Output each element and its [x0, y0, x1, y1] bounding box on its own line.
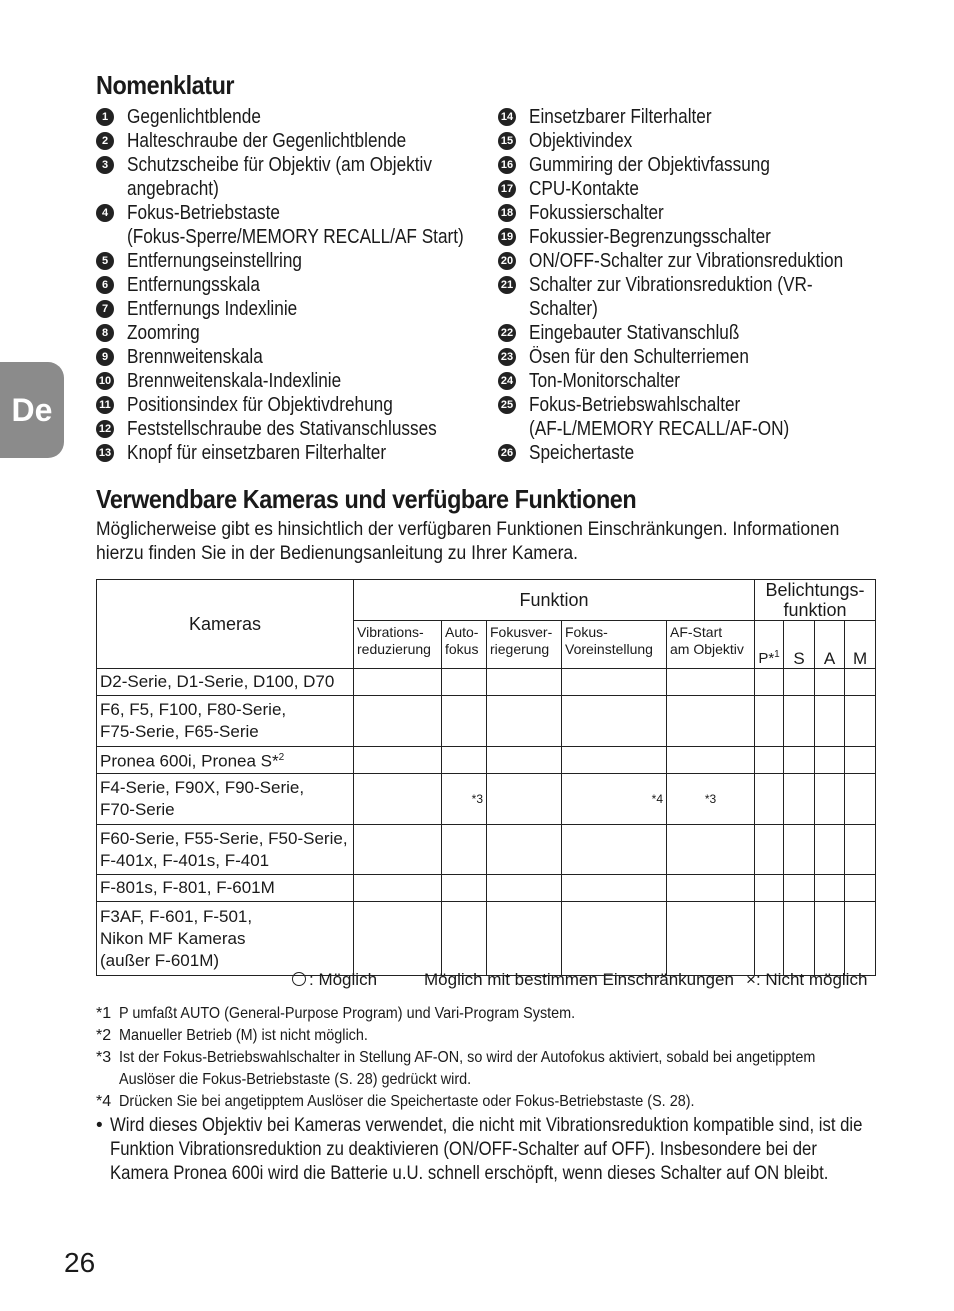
item-number: 26 — [498, 444, 516, 462]
camera-name: F-801s, F-801, F-601M — [97, 875, 354, 902]
table-row — [97, 669, 876, 696]
list-item: 17 CPU-Kontakte — [498, 177, 868, 201]
list-item: 9 Brennweitenskala — [96, 345, 491, 369]
footnote-mark: *3 — [667, 774, 755, 825]
item-number: 5 — [96, 252, 114, 270]
item-number: 12 — [96, 420, 114, 438]
header-autofocus: Auto- fokus — [442, 621, 487, 669]
item-number: 2 — [96, 132, 114, 150]
header-af-start: AF-Start am Objektiv — [667, 621, 755, 669]
nomenclature-title: Nomenklatur — [96, 70, 235, 100]
list-item: 4 Fokus-Betriebstaste (Fokus-Sperre/MEMORY RECALL/AF Start) — [96, 201, 491, 249]
header-focus-preset: Fokus- Voreinstellung — [562, 621, 667, 669]
cross-icon: × — [746, 970, 756, 989]
cameras-intro-text: Möglicherweise gibt es hinsichtlich der verfügbaren Funktionen Einschränkungen. Informationen hierzu finden Sie in der Bedienungsanleitung zu Ihrer Kamera. — [96, 519, 840, 564]
legend-not-possible: ×: Nicht möglich — [746, 970, 868, 989]
camera-name: F4-Serie, F90X, F90-Serie, F70-Serie — [97, 774, 354, 825]
footnote-mark: *3 — [442, 774, 487, 825]
list-item: 23 Ösen für den Schulterriemen — [498, 345, 868, 369]
table-row — [97, 774, 876, 825]
list-item: 19 Fokussier-Begrenzungsschalter — [498, 225, 868, 249]
page-number: 26 — [64, 1247, 96, 1278]
list-item: 10 Brennweitenskala-Indexlinie — [96, 369, 491, 393]
bullet-icon: • — [96, 1115, 103, 1136]
item-number: 3 — [96, 156, 114, 174]
list-item: 6 Entfernungsskala — [96, 273, 491, 297]
footnote-mark: *4 — [562, 774, 667, 825]
list-item: 22 Eingebauter Stativanschluß — [498, 321, 868, 345]
nomenclature-list-left — [96, 105, 491, 465]
nomenclature-list-right — [498, 105, 868, 465]
list-item: 24 Ton-Monitorschalter — [498, 369, 868, 393]
header-mode-p: P*$^1$ — [755, 621, 784, 669]
item-number: 23 — [498, 348, 516, 366]
list-item: 5 Entfernungseinstellring — [96, 249, 491, 273]
footnotes — [96, 1003, 876, 1113]
item-number: 20 — [498, 252, 516, 270]
camera-compatibility-table — [96, 579, 876, 976]
table-row — [97, 902, 876, 976]
list-item: 11 Positionsindex für Objektivdrehung — [96, 393, 491, 417]
item-number: 10 — [96, 372, 114, 390]
header-cameras: Kameras — [97, 580, 354, 669]
list-item: 21 Schalter zur Vibrationsreduktion (VR- Schalter) — [498, 273, 868, 321]
item-number: 16 — [498, 156, 516, 174]
list-item: 16 Gummiring der Objektivfassung — [498, 153, 868, 177]
list-item: 25 Fokus-Betriebswahlschalter (AF-L/MEMORY RECALL/AF-ON) — [498, 393, 868, 441]
table-row — [97, 696, 876, 747]
item-number: 25 — [498, 396, 516, 414]
footnote: *2 Manueller Betrieb (M) ist nicht möglich. — [96, 1027, 368, 1044]
camera-name: Pronea 600i, Pronea S*$^2$ — [97, 747, 354, 774]
footnote: *1 P umfaßt AUTO (General-Purpose Program) und Vari-Program System. — [96, 1005, 576, 1022]
header-funktion: Funktion — [354, 580, 755, 621]
list-item: 7 Entfernungs Indexlinie — [96, 297, 491, 321]
table-row — [97, 747, 876, 774]
language-tab-de: De — [0, 362, 64, 458]
list-item: 3 Schutzscheibe für Objektiv (am Objektiv angebracht) — [96, 153, 491, 201]
footnote: *4 Drücken Sie bei angetipptem Auslöser die Speichertaste oder Fokus-Betriebstaste (S. 28). — [96, 1093, 695, 1110]
item-number: 24 — [498, 372, 516, 390]
item-number: 19 — [498, 228, 516, 246]
camera-name: D2-Serie, D1-Serie, D100, D70 — [97, 669, 354, 696]
footnote: *3 Ist der Fokus-Betriebswahlschalter in Stellung AF-ON, so wird der Autofokus aktiviert, sobald bei angetipptem Auslöser die Fokus-Betriebstaste (S. 28) gedrückt wird. — [96, 1049, 816, 1088]
camera-name: F6, F5, F100, F80-Serie, F75-Serie, F65-Serie — [97, 696, 354, 747]
item-number: 6 — [96, 276, 114, 294]
list-item: 2 Halteschraube der Gegenlichtblende — [96, 129, 491, 153]
list-item: 13 Knopf für einsetzbaren Filterhalter — [96, 441, 491, 465]
header-belichtung: Belichtungs- funktion — [755, 580, 876, 621]
list-item: 15 Objektivindex — [498, 129, 868, 153]
legend-limited: Möglich mit bestimmen Einschränkungen — [424, 970, 734, 989]
header-focus-lock: Fokusver- riegerung — [487, 621, 562, 669]
vr-compatibility-note: • Wird dieses Objektiv bei Kameras verwendet, die nicht mit Vibrationsreduktion kompatible sind, ist die Funktion Vibrationsreduktion zu deaktivieren (ON/OFF-Schalter auf OFF). Insbesondere bei der Kamera Pronea 600i wird die Batterie u.U. schnell erschöpft, wenn dieses Schalter auf ON bleibt. — [96, 1115, 863, 1184]
item-number: 14 — [498, 108, 516, 126]
header-mode-a: A — [815, 621, 845, 669]
list-item: 12 Feststellschraube des Stativanschlusses — [96, 417, 491, 441]
header-mode-s: S — [784, 621, 815, 669]
table-row — [97, 875, 876, 902]
table-row — [97, 825, 876, 875]
camera-name: F3AF, F-601, F-501, Nikon MF Kameras (außer F-601M) — [97, 902, 354, 976]
item-number: 1 — [96, 108, 114, 126]
list-item: 20 ON/OFF-Schalter zur Vibrationsreduktion — [498, 249, 868, 273]
item-number: 17 — [498, 180, 516, 198]
list-item: 1 Gegenlichtblende — [96, 105, 491, 129]
list-item: 8 Zoomring — [96, 321, 491, 345]
item-number: 8 — [96, 324, 114, 342]
item-number: 15 — [498, 132, 516, 150]
item-number: 13 — [96, 444, 114, 462]
item-number: 22 — [498, 324, 516, 342]
camera-name: F60-Serie, F55-Serie, F50-Serie, F-401x, F-401s, F-401 — [97, 825, 354, 875]
item-number: 4 — [96, 204, 114, 222]
item-number: 18 — [498, 204, 516, 222]
item-number: 11 — [96, 396, 114, 414]
legend-possible: : Möglich — [292, 970, 377, 990]
item-number: 9 — [96, 348, 114, 366]
list-item: 14 Einsetzbarer Filterhalter — [498, 105, 868, 129]
header-mode-m: M — [845, 621, 876, 669]
circle-icon — [292, 972, 306, 986]
list-item: 18 Fokussierschalter — [498, 201, 868, 225]
list-item: 26 Speichertaste — [498, 441, 868, 465]
header-vibration-reduction: Vibrations- reduzierung — [354, 621, 442, 669]
cameras-section-title: Verwendbare Kameras und verfügbare Funktionen — [96, 484, 637, 514]
item-number: 21 — [498, 276, 516, 294]
item-number: 7 — [96, 300, 114, 318]
